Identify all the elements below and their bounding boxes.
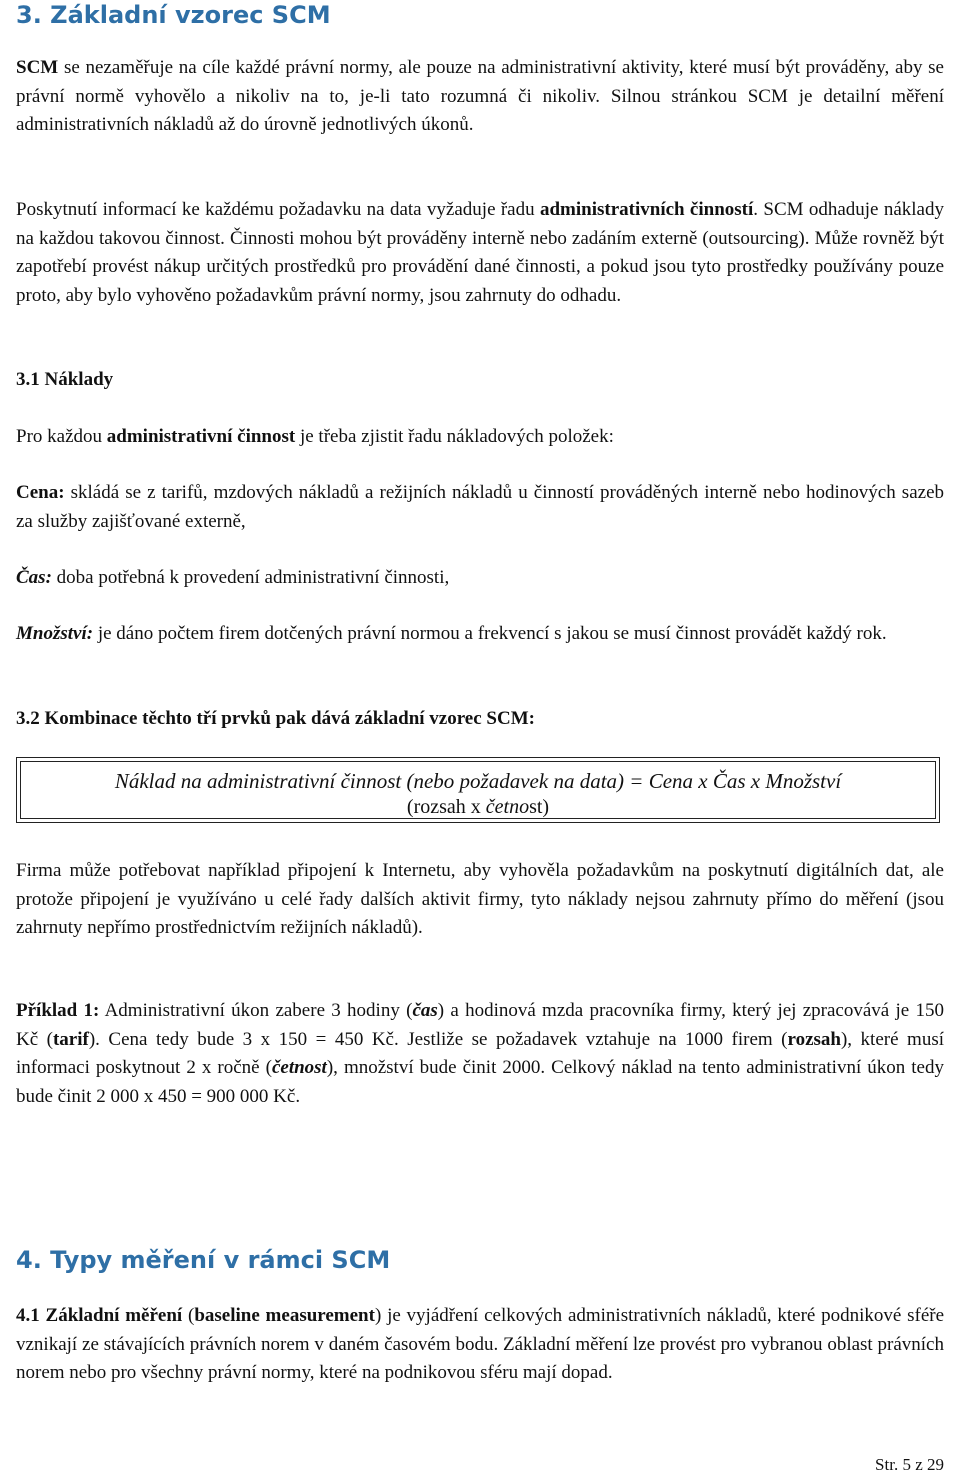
ex-tarif: tarif [52, 1028, 89, 1050]
ex-text-4: ), které musí informaci poskytnout 2 x ročně ( [16, 1028, 944, 1078]
activities-bold-term: administrativních činností [539, 199, 754, 220]
scm-formula-line2 [21, 794, 935, 820]
mnozstvi-definition [16, 620, 944, 649]
activities-paragraph [16, 196, 944, 310]
example-1-label: Příklad 1: [16, 1000, 100, 1021]
scm-formula-line1: Náklad na administrativní činnost (nebo požadavek na data) = Cena x Čas x Množství [114, 769, 842, 793]
ex-text-1: Administrativní úkon zabere 3 hodiny ( [99, 1000, 413, 1021]
subsection-3-2-heading: 3.2 Kombinace těchto tří prvků pak dává základní vzorec SCM: [16, 708, 535, 729]
cost-intro-a: Pro každou [16, 426, 107, 447]
cas-definition [16, 564, 944, 593]
cost-intro-c: je třeba zjistit řadu nákladových položek: [295, 426, 614, 447]
ex-text-3: ). Cena tedy bude 3 x 150 = 450 Kč. Jestliže se požadavek vztahuje na 1000 firem ( [88, 1028, 788, 1050]
scm-formula-box [16, 757, 940, 823]
baseline-text: ) je vyjádření celkových administrativních nákladů, které podnikové sféře vznikají ze stávajících právních norem v daném časovém bodu. Základní měření lze provést pro vybranou oblast právních norem nebo pro všechny právní normy, které na podnikovou sféru mají dopad. [16, 1305, 945, 1383]
ex-text-5: ), množství bude činit 2000. Celkový náklad na tento administrativní úkon tedy bude činit 2 000 x 450 = 900 000 Kč. [16, 1057, 944, 1107]
baseline-lead: 4.1 Základní měření [16, 1305, 183, 1326]
formula-l2-c: st) [529, 796, 550, 818]
cas-label: Čas: [16, 567, 52, 588]
example-1-paragraph [16, 997, 944, 1111]
activities-text-c: . SCM odhaduje náklady na každou takovou činnost. Činnosti mohou být prováděny interně nebo zadáním externě (outsourcing). Může rovněž být zapotřebí provést nákup určitých prostředků pro provádění dané činnosti, a pokud jsou tyto prostředky používány pouze proto, aby bylo vyhověno požadavkům právní normy, jsou zahrnuty do odhadu. [16, 199, 944, 306]
cena-label: Cena: [16, 482, 65, 503]
internet-example-paragraph: Firma může potřebovat například připojení k Internetu, aby vyhověla požadavkům na poskytnutí digitálních dat, ale protože připojení je využíváno u celé řady dalších aktivit firmy, tyto náklady nejsou zahrnuty přímo do měření (jsou zahrnuty nepřímo prostřednictvím režijních nákladů). [16, 860, 944, 938]
baseline-paragraph [16, 1302, 944, 1388]
formula-l2-a: (rozsah x [406, 796, 486, 818]
activities-text-a: Poskytnutí informací ke každému požadavku na data vyžaduje řadu [16, 199, 540, 220]
section-3-heading: 3. Základní vzorec SCM [16, 1, 331, 29]
cost-intro-bold: administrativní činnost [106, 426, 296, 447]
ex-cetnost: četnost [271, 1057, 327, 1078]
mnozstvi-text: je dáno počtem firem dotčených právní normou a frekvencí s jakou se musí činnost provádět každý rok. [93, 623, 887, 644]
baseline-english: baseline measurement [194, 1305, 375, 1326]
cena-definition [16, 479, 944, 536]
section-4-heading: 4. Typy měření v rámci SCM [16, 1246, 391, 1274]
page-number: Str. 5 z 29 [875, 1455, 944, 1474]
baseline-paren: ( [182, 1305, 195, 1326]
scm-intro-paragraph [16, 54, 944, 140]
cas-text: doba potřebná k provedení administrativní činnosti, [51, 567, 450, 588]
mnozstvi-label: Množství: [16, 623, 94, 644]
formula-l2-italic: četno [485, 796, 530, 818]
ex-cas: čas [412, 1000, 438, 1021]
scm-formula-inner-border [20, 761, 936, 819]
ex-rozsah: rozsah [787, 1028, 841, 1050]
scm-intro-text: se nezaměřuje na cíle každé právní normy, ale pouze na administrativní aktivity, které musí být prováděny, aby se právní normě vyhovělo a nikoliv na to, je-li tato rozumná či nikoliv. Silnou stránkou SCM je detailní měření administrativních nákladů až do úrovně jednotlivých úkonů. [16, 57, 944, 135]
cost-items-intro [16, 423, 944, 452]
cena-text: skládá se z tarifů, mzdových nákladů a režijních nákladů u činností prováděných interně nebo hodinových sazeb za služby zajišťované externě, [16, 482, 944, 532]
subsection-3-1-heading: 3.1 Náklady [16, 369, 114, 390]
ex-text-2: ) a hodinová mzda pracovníka firmy, který jej zpracovává je 150 Kč ( [16, 1000, 944, 1050]
scm-bold-term: SCM [16, 57, 59, 78]
